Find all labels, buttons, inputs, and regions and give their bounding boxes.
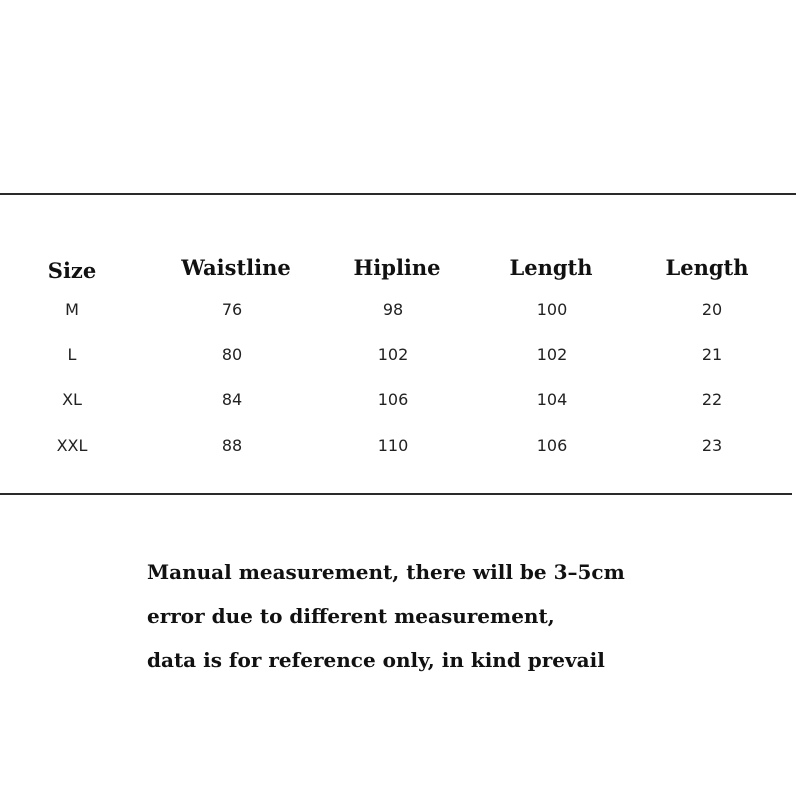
cell-hipline: 98 [382,300,404,319]
cell-length-2: 21 [701,345,723,364]
cell-waistline: 76 [221,300,243,319]
cell-hipline: 102 [377,345,409,364]
cell-length: 102 [536,345,568,364]
cell-waistline: 80 [221,345,243,364]
cell-size: L [67,345,77,364]
cell-length: 106 [536,436,568,455]
note-line: Manual measurement, there will be 3–5cm [147,560,625,584]
cell-waistline: 88 [221,436,243,455]
table-bottom-rule [0,493,792,495]
header-waistline: Waistline [181,255,291,280]
header-hipline: Hipline [353,255,441,280]
header-length-2: Length [665,255,749,280]
cell-length-2: 22 [701,390,723,409]
cell-hipline: 110 [377,436,409,455]
cell-length: 104 [536,390,568,409]
cell-hipline: 106 [377,390,409,409]
cell-waistline: 84 [221,390,243,409]
cell-length-2: 20 [701,300,723,319]
note-line: error due to different measurement, [147,604,555,628]
cell-length-2: 23 [701,436,723,455]
header-length: Length [509,255,593,280]
table-top-rule [0,193,796,195]
cell-size: M [65,300,79,319]
cell-size: XL [62,390,82,409]
note-line: data is for reference only, in kind prevail [147,648,605,672]
cell-size: XXL [56,436,88,455]
header-size: Size [47,258,97,283]
cell-length: 100 [536,300,568,319]
